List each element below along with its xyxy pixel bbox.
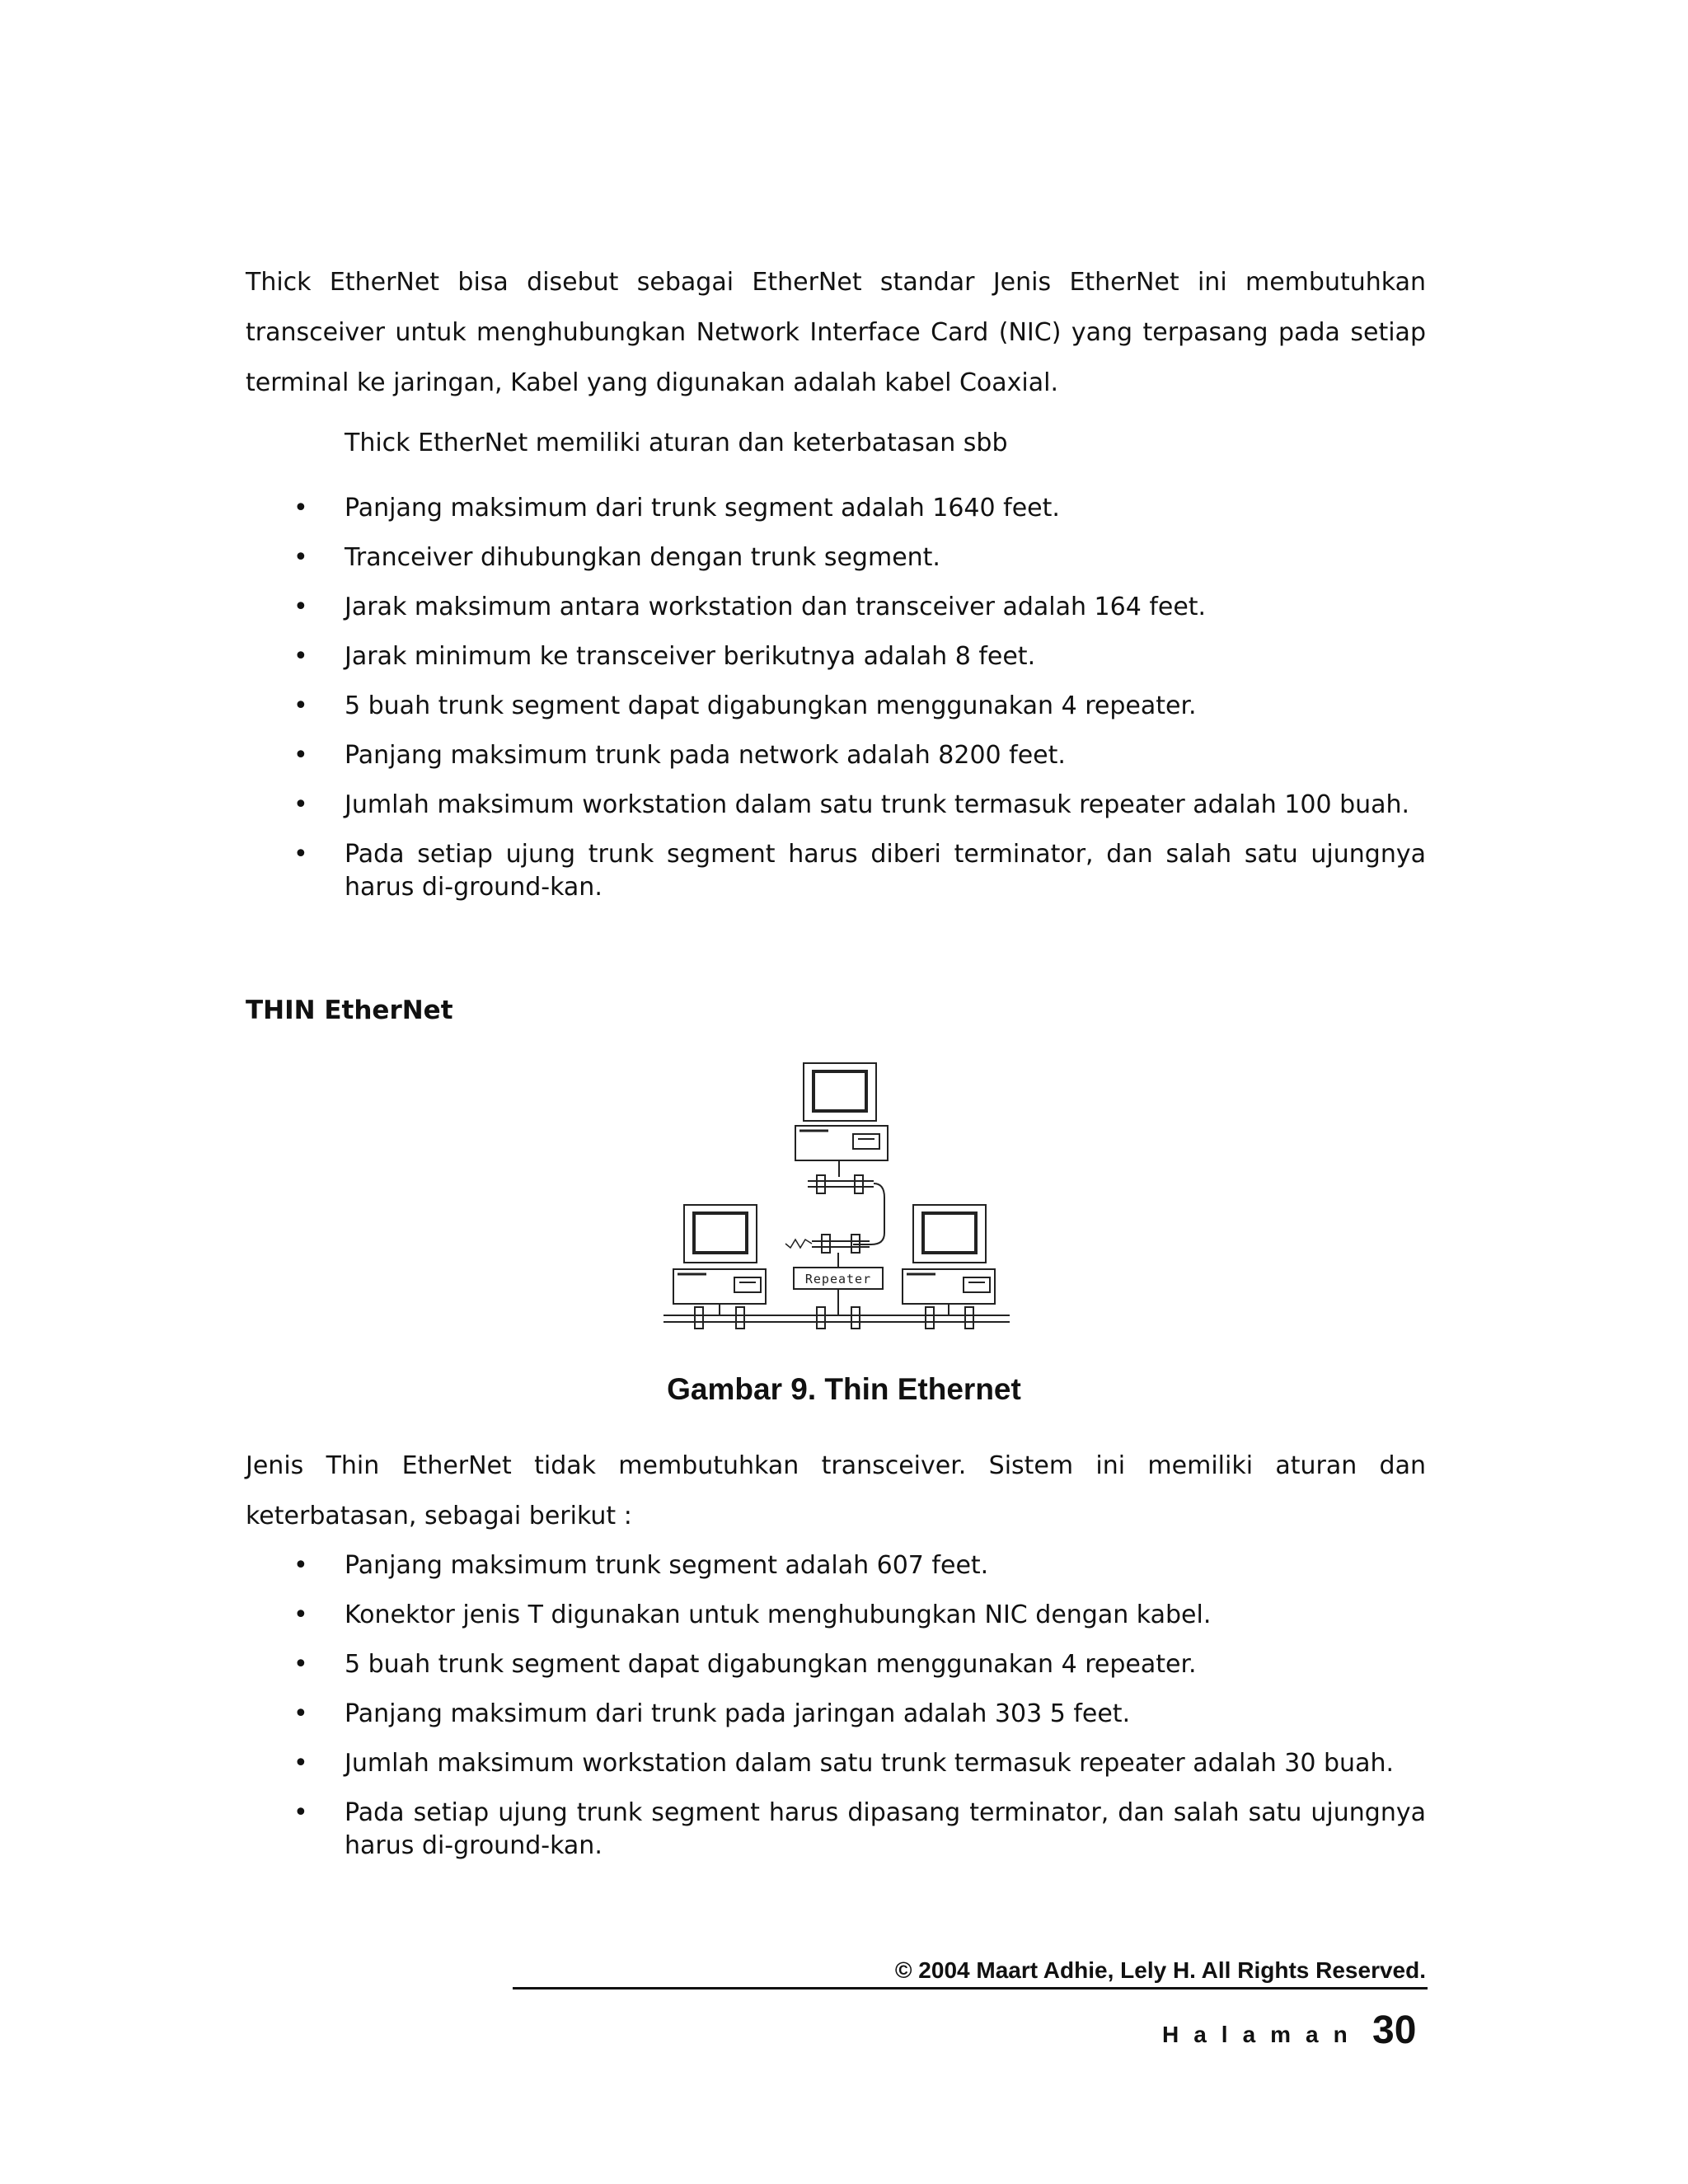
workstation-icon [903,1205,995,1304]
bullet-icon: • [293,642,308,671]
figure-caption: Gambar 9. Thin Ethernet [667,1372,1021,1406]
workstation-icon [673,1205,766,1304]
thin-ethernet-intro: Jenis Thin EtherNet tidak membutuhkan transceiver. Sistem ini memiliki aturan dan keterbatasan, sebagai berikut : [246,1451,1426,1530]
page-label: Halaman [1162,2022,1362,2047]
bullet-icon: • [293,1798,308,1827]
bullet-icon: • [293,494,308,523]
thick-ethernet-intro: Thick EtherNet bisa disebut sebagai EtherNet standar Jenis EtherNet ini membutuhkan transceiver untuk menghubungkan Network Interface Card (NIC) yang terpasang pada setiap terminal ke jaringan, Kabel yang digunakan adalah kabel Coaxial. [246,268,1426,397]
bullet-icon: • [293,1601,308,1629]
workstation-icon [795,1063,888,1160]
bullet-icon: • [293,543,308,572]
repeater-label: Repeater [804,1272,872,1286]
copyright-notice: © 2004 Maart Adhie, Lely H. All Rights Reserved. [894,1957,1426,1983]
bullet-icon: • [293,1650,308,1679]
bullet-icon: • [293,741,308,770]
document-page: Thick EtherNet bisa disebut sebagai EtherNet standar Jenis EtherNet ini membutuhkan transceiver untuk menghubungkan Network Interface Card (NIC) yang terpasang pada setiap terminal ke jaringan, Kabel yang digunakan adalah kabel Coaxial. Thick EtherNet memiliki aturan dan keterbatasan sbb • Panjang maksimum dari trunk segment adalah 1640 feet. • Tranceiver dihubungkan dengan trunk segment. • Jarak maksimum antara workstation dan transceiver adalah 164 feet. • Jarak minimum ke transceiver berikutnya adalah 8 feet. • 5 buah trunk segment dapat digabungkan menggunakan 4 repeater. • Panjang maksimum trunk pada network adalah 8200 feet. • Jumlah maksimum workstation dalam satu trunk termasuk repeater adalah 100 buah. • Pada setiap ujung trunk segment harus diberi terminator, dan salah satu ujungnya harus di-ground-kan. THIN EtherNet Repeater Gambar 9. Thin Ethernet Jenis Thin EtherNet tidak membutuhkan transceiver. Sistem ini memiliki aturan dan keterbatasan, sebagai berikut : • Panjang maksimum trunk segment adalah 607 feet. • Konektor jenis T digunakan untuk menghubungkan NIC dengan kabel. • 5 buah trunk segment dapat digabungkan menggunakan 4 repeater. • Panjang maksimum dari trunk pada jaringan adalah 303 5 feet. • Jumlah maksimum workstation dalam satu trunk termasuk repeater adalah 30 buah. • Pada setiap ujung trunk segment harus dipasang terminator, dan salah satu ujungnya harus di-ground-kan. © 2004 Maart Adhie, Lely H. All Rights Reserved. Halaman 30 [0,0,1688,2184]
bullet-icon: • [293,1699,308,1728]
thin-ethernet-heading: THIN EtherNet [246,996,453,1025]
bullet-icon: • [293,840,308,869]
bullet-icon: • [293,593,308,621]
page-number: 30 [1372,2008,1417,2052]
footer-divider [513,1987,1428,1990]
thin-ethernet-diagram [663,1053,1010,1338]
bullet-icon: • [293,691,308,720]
thick-rules-intro: Thick EtherNet memiliki aturan dan keterbatasan sbb [345,429,1008,457]
bullet-icon: • [293,1749,308,1778]
bullet-icon: • [293,1551,308,1580]
bullet-icon: • [293,790,308,819]
